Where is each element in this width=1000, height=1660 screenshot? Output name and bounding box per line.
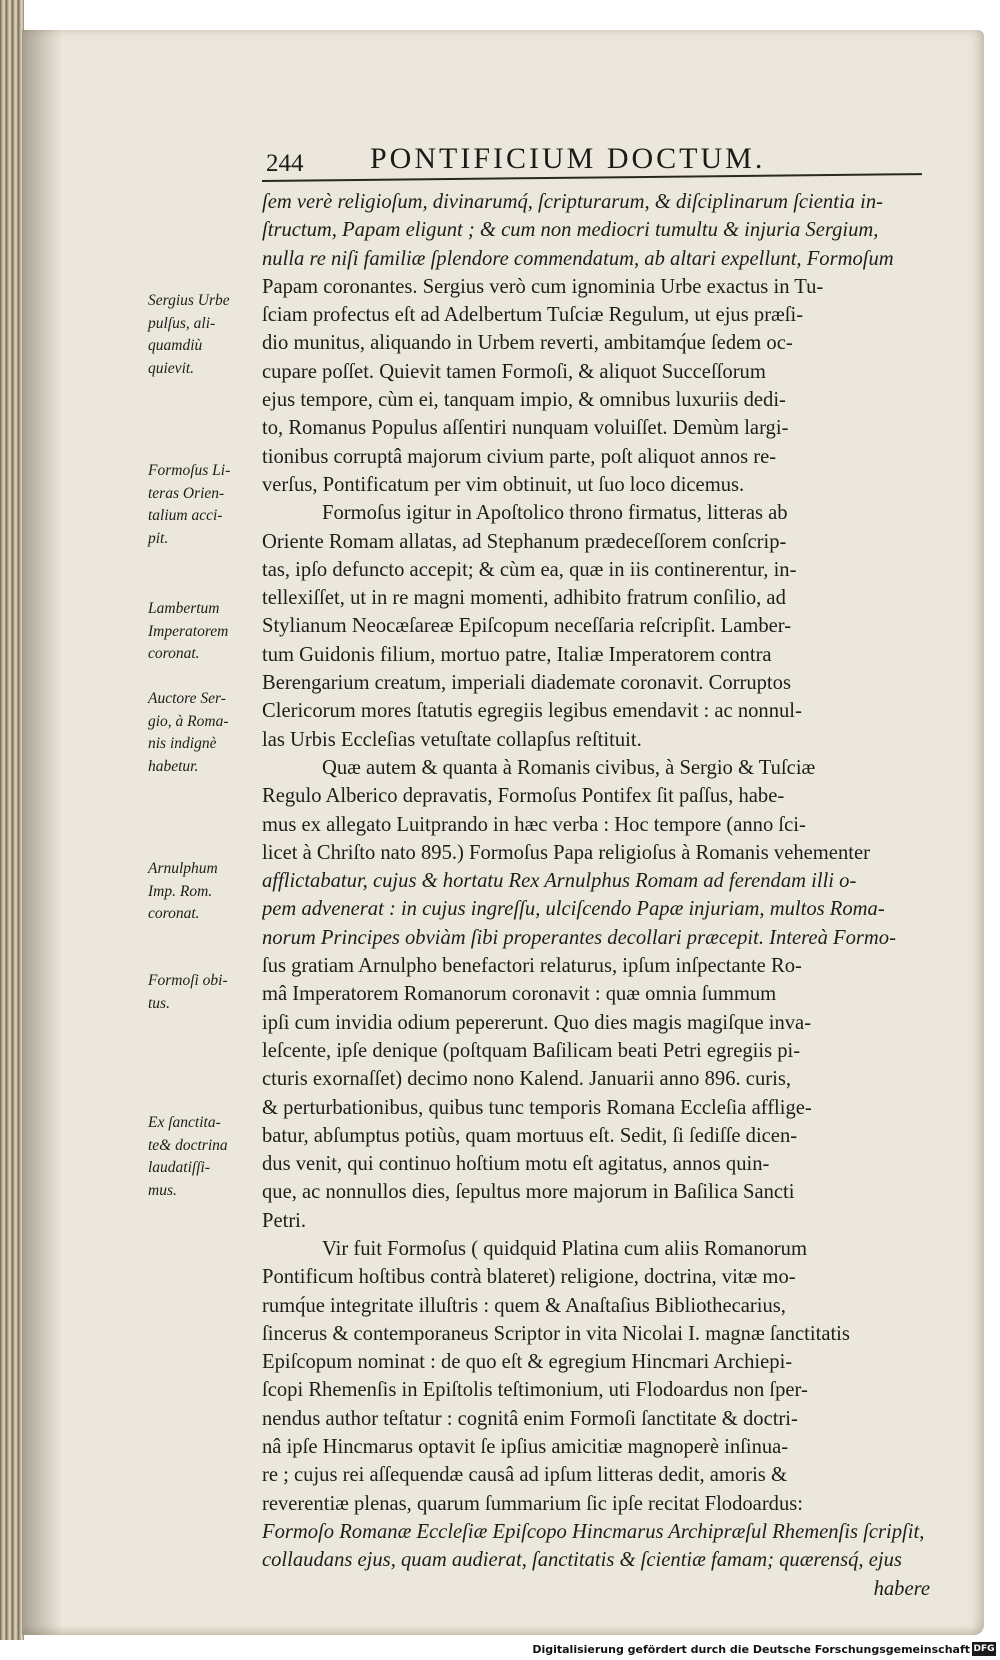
text-line: ſem verè religioſum, divinarumq́, ſcripturarum, & diſciplinarum ſcientia in- [262, 191, 883, 213]
text-line: Formoſo Romanæ Eccleſiæ Epiſcopo Hincmarus Archipræſul Rhemenſis ſcripſit, [262, 1520, 925, 1543]
text-line: rumq́ue integritate illuſtris : quem & Anaſtaſius Bibliothecarius, [262, 1294, 786, 1317]
text-line: Vir fuit Formoſus ( quidquid Platina cum aliis Romanorum [322, 1237, 807, 1260]
text-line: tas, ipſo defuncto accepit; & cùm ea, quæ in iis continerentur, in- [262, 558, 797, 581]
text-line: dus venit, qui continuo hoſtium motu eſt agitatus, annos quin- [262, 1153, 770, 1176]
text-line: leſcente, ipſe denique (poſtquam Baſilicam beati Petri egregiis pi- [262, 1039, 801, 1062]
text-line: Regulo Alberico depravatis, Formoſus Pontifex ſit paſſus, habe- [262, 785, 785, 808]
text-line: Pontificum hoſtibus contrà blateret) religione, doctrina, vitæ mo- [262, 1266, 796, 1289]
text-line: pem advenerat : in cujus ingreſſu, ulciſcendo Papæ injuriam, multos Roma- [262, 898, 885, 921]
margin-note-line: Ex ſanctita- [148, 1114, 221, 1131]
text-line: ejus tempore, cùm ei, tanquam impio, & omnibus luxuriis dedi- [262, 389, 786, 412]
text-line: & perturbationibus, quibus tunc temporis Romana Eccleſia afflige- [262, 1096, 812, 1119]
digitization-credit: Digitalisierung gefördert durch die Deutsche Forschungsgemeinschaft [532, 1643, 970, 1656]
text-line: ſus gratiam Arnulpho benefactori relaturus, ipſum inſpectante Ro- [262, 955, 802, 978]
margin-note [148, 858, 258, 926]
text-line: nendus author teſtatur : cognitâ enim Formoſi ſanctitate & doctri- [262, 1407, 798, 1430]
margin-note-line: quievit. [148, 359, 195, 377]
text-line: reverentiæ plenas, quarum ſummarium ſic ipſe recitat Flodoardus: [262, 1492, 804, 1515]
text-line: cturis exornaſſet) decimo nono Kalend. Januarii anno 896. curis, [262, 1068, 791, 1091]
margin-note [148, 460, 258, 550]
text-line: Quæ autem & quanta à Romanis civibus, à Sergio & Tuſciæ [322, 756, 816, 779]
margin-note-line: coronat. [148, 905, 200, 922]
text-line: nulla re niſi familiæ ſplendore commendatum, ab altari expellunt, Formoſum [262, 247, 894, 270]
text-line: Formoſus igitur in Apoſtolico throno firmatus, litteras ab [322, 502, 788, 525]
margin-note-line: nis indignè [148, 735, 217, 752]
margin-note-line: Imperatorem [148, 622, 229, 640]
margin-note-line: Auctore Ser- [148, 690, 226, 707]
page-number: 244 [266, 150, 304, 177]
text-line: nâ ipſe Hincmarus optavit ſe ipſius amicitiæ magnoperè inſinua- [262, 1436, 789, 1459]
text-line: licet à Chriſto nato 895.) Formoſus Papa religioſus à Romanis vehementer [262, 841, 870, 864]
text-line: mâ Imperatorem Romanorum coronavit : quæ omnia ſummum [262, 983, 777, 1006]
margin-note [148, 688, 258, 778]
text-line: Petri. [262, 1209, 307, 1232]
margin-note-line: coronat. [148, 645, 200, 662]
margin-note [148, 1112, 258, 1202]
margin-note-line: tus. [148, 994, 170, 1012]
text-line: ſciam profectus eſt ad Adelbertum Tuſciæ Regulum, ut ejus præſi- [262, 304, 804, 327]
spine-shadow [22, 30, 62, 1635]
text-line: cupare poſſet. Quievit tamen Formoſi, & aliquot Succeſſorum [262, 360, 766, 383]
text-line: collaudans ejus, quam audierat, ſanctitatis & ſcientiæ famam; quærensq́, ejus [262, 1549, 902, 1572]
text-line: Berengarium creatum, imperiali diademate coronavit. Corruptos [262, 672, 791, 695]
text-line: ſtructum, Papam eligunt ; & cum non mediocri tumultu & injuria Sergium, [262, 219, 879, 242]
text-line: Papam coronantes. Sergius verò cum ignominia Urbe exactus in Tu- [262, 275, 824, 298]
text-line: Clericorum mores ſtatutis egregiis legibus emendavit : ac nonnul- [262, 700, 802, 723]
margin-note-line: Formoſi obi- [148, 972, 228, 989]
text-line: batur, abſumptus potiùs, quam mortuus eſt. Sedit, ſi ſediſſe dicen- [262, 1124, 798, 1147]
margin-note-line: teras Orien- [148, 484, 225, 502]
margin-note-line: quamdiù [148, 337, 203, 354]
margin-note-line: mus. [148, 1181, 177, 1199]
text-line: re ; cujus rei aſſequendæ causâ ad ipſum litteras dedit, amoris & [262, 1464, 787, 1487]
text-line: tellexiſſet, ut in re magni momenti, adhibito fratrum conſilio, ad [262, 587, 786, 610]
margin-note-line: Arnulphum [148, 860, 218, 877]
margin-note-line: pit. [148, 529, 169, 547]
body-text [262, 188, 930, 1603]
text-line: norum Principes obviàm ſibi properantes decollari præcepit. Intereà Formo- [262, 926, 896, 949]
text-line: mus ex allegato Luitprando in hæc verba : Hoc tempore (anno ſci- [262, 813, 806, 836]
dfg-logo-icon: DFG [973, 1644, 995, 1654]
text-line: to, Romanus Populus aſſentiri nunquam voluiſſet. Demùm largi- [262, 417, 789, 440]
text-line: tum Guidonis filium, mortuo patre, Italiæ Imperatorem contra [262, 643, 772, 666]
margin-note [148, 290, 258, 380]
margin-note-line: laudatiſſi- [148, 1159, 210, 1176]
text-line: afflictabatur, cujus & hortatu Rex Arnulphus Romam ad ferendam illi o- [262, 870, 857, 893]
margin-note [148, 598, 258, 666]
margin-note [148, 970, 258, 1015]
text-line: dio munitus, aliquando in Urbem reverti, ambitamq́ue ſedem oc- [262, 332, 793, 355]
margin-note-line: Lambertum [148, 600, 220, 617]
text-line: ſincerus & contemporaneus Scriptor in vita Nicolai I. magnæ ſanctitatis [262, 1322, 850, 1345]
margin-note-line: habetur. [148, 757, 199, 775]
margin-note-line: Imp. Rom. [148, 882, 213, 900]
margin-note-line: pulſus, ali- [148, 314, 216, 332]
text-line: ſcopi Rhemenſis in Epiſtolis teſtimonium, uti Flodoardus non ſper- [262, 1379, 808, 1402]
margin-note-line: te& doctrina [148, 1136, 228, 1154]
text-line: que, ac nonnullos dies, ſepultus more majorum in Baſilica Sancti [262, 1181, 795, 1204]
margin-note-line: Sergius Urbe [148, 292, 230, 309]
margin-note-line: gio, à Roma- [148, 712, 229, 730]
text-line: las Urbis Eccleſias vetuſtate collapſus reſtituit. [262, 728, 642, 751]
book-page-edges [0, 0, 24, 1640]
text-line: habere [873, 1577, 930, 1600]
text-line: Epiſcopum nominat : de quo eſt & egregium Hincmari Archiepi- [262, 1351, 793, 1374]
text-line: tionibus corruptâ majorum civium parte, poſt aliquot annos re- [262, 445, 777, 468]
text-line: verſus, Pontificatum per vim obtinuit, ut ſuo loco dicemus. [262, 473, 745, 496]
margin-note-line: talium acci- [148, 507, 223, 524]
text-line: ipſi cum invidia odium pepererunt. Quo dies magis magiſque inva- [262, 1011, 812, 1034]
text-line: Oriente Romam allatas, ad Stephanum prædeceſſorem conſcrip- [262, 530, 787, 553]
margin-note-line: Formoſus Li- [148, 462, 231, 479]
running-title: PONTIFICIUM DOCTUM. [370, 142, 766, 175]
text-line: Stylianum Neocæſareæ Epiſcopum neceſſaria reſcripſit. Lamber- [262, 615, 792, 638]
